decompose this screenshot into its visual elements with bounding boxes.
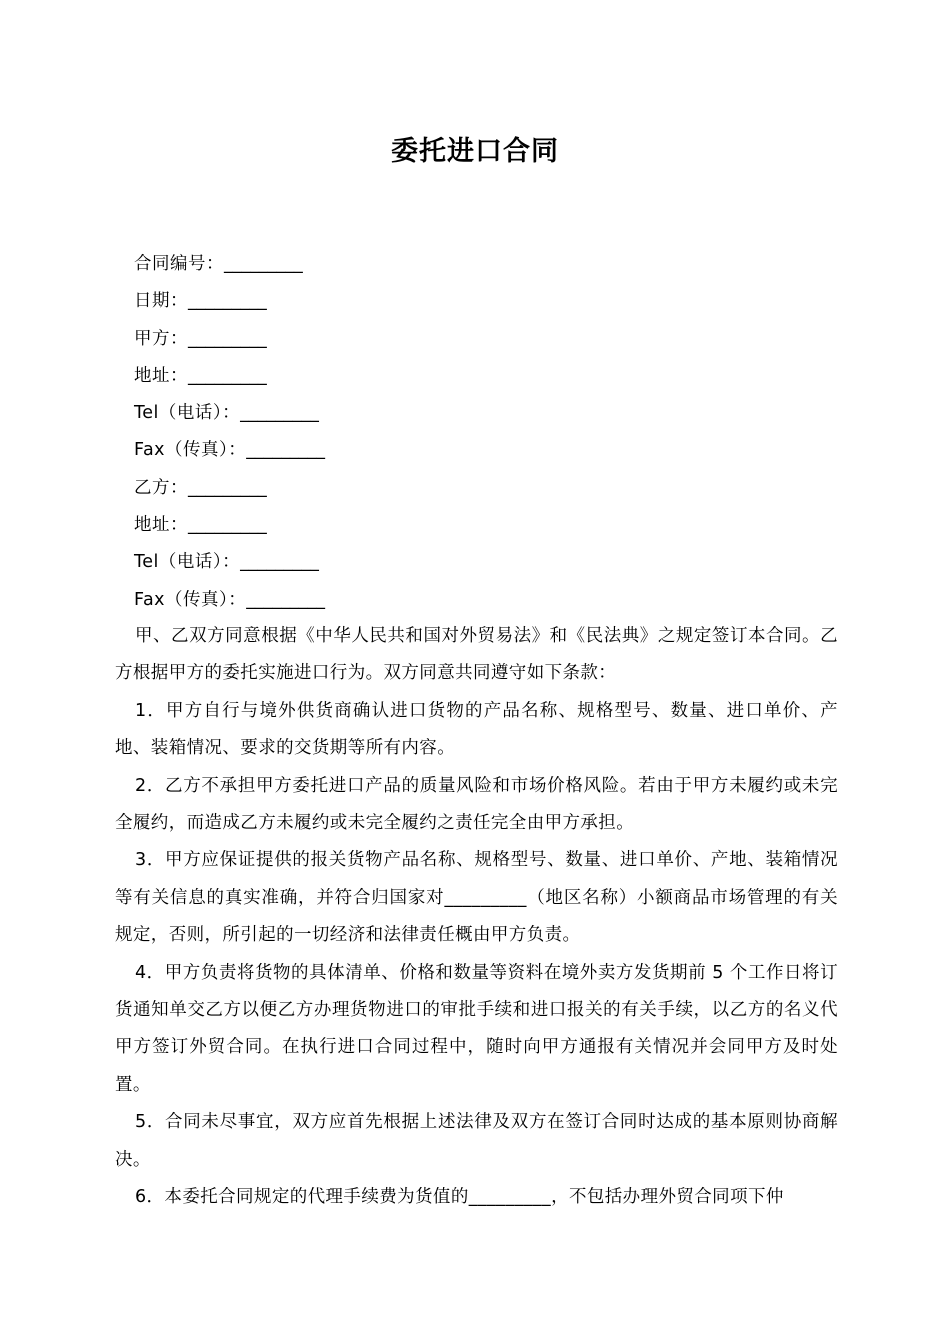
field-party-b-fax — [134, 582, 834, 619]
clause-2: 2．乙方不承担甲方委托进口产品的质量风险和市场价格风险。若由于甲方未履约或未完全履约，而造成乙方未履约或未完全履约之责任完全由甲方承担。 — [115, 775, 838, 834]
field-blank: _________ — [224, 254, 303, 274]
contract-body — [115, 618, 838, 1217]
field-blank: _________ — [246, 440, 326, 461]
field-label: Tel（电话）： — [134, 403, 241, 424]
preamble-paragraph: 甲、乙双方同意根据《中华人民共和国对外贸易法》和《民法典》之规定签订本合同。乙方根据甲方的委托实施进口行为。双方同意共同遵守如下条款： — [115, 626, 838, 684]
contract-header-fields — [134, 246, 834, 619]
field-party-b — [134, 470, 834, 507]
field-party-b-address — [134, 507, 834, 544]
field-party-a-tel — [134, 395, 834, 432]
field-label: 地址： — [134, 365, 188, 386]
field-label: 乙方： — [134, 477, 188, 498]
document-title: 委托进口合同 — [391, 136, 559, 167]
field-label: 日期： — [134, 291, 188, 312]
field-label: 地址： — [134, 515, 188, 536]
field-party-a-fax — [134, 432, 834, 469]
field-party-b-tel — [134, 544, 834, 581]
field-blank: _________ — [240, 552, 319, 573]
field-label: 甲方： — [134, 328, 188, 349]
field-blank: _________ — [188, 477, 267, 498]
field-label: Fax（传真）： — [134, 589, 247, 610]
field-blank: _________ — [240, 403, 319, 424]
clause-3: 3．甲方应保证提供的报关货物产品名称、规格型号、数量、进口单价、产地、装箱情况等有关信息的真实准确，并符合归国家对_________（地区名称）小额商品市场管理的有关规定，否则，所引起的一切经济和法律责任概由甲方负责。 — [115, 850, 838, 946]
field-blank: _________ — [188, 328, 267, 349]
field-blank: _________ — [246, 589, 326, 610]
field-label: 合同编号： — [134, 254, 224, 274]
field-blank: _________ — [188, 515, 267, 536]
clause-1: 1．甲方自行与境外供货商确认进口货物的产品名称、规格型号、数量、进口单价、产地、装箱情况、要求的交货期等所有内容。 — [115, 700, 838, 759]
clause-6: 6．本委托合同规定的代理手续费为货值的_________，不包括办理外贸合同项下仲 — [135, 1187, 784, 1208]
field-date — [134, 283, 834, 320]
field-label: Tel（电话）： — [134, 552, 241, 573]
clause-4: 4．甲方负责将货物的具体清单、价格和数量等资料在境外卖方发货期前 5 个工作日将订货通知单交乙方以便乙方办理货物进口的审批手续和进口报关的有关手续，以乙方的名义代甲方签订外贸合同。在执行进口合同过程中，随时向甲方通报有关情况并会同甲方及时处置。 — [115, 962, 838, 1095]
field-label: Fax（传真）： — [134, 440, 247, 461]
clause-5: 5．合同未尽事宜，双方应首先根据上述法律及双方在签订合同时达成的基本原则协商解决。 — [115, 1112, 838, 1170]
field-contract-number — [134, 246, 834, 283]
field-party-a-address — [134, 358, 834, 395]
field-blank: _________ — [188, 291, 267, 312]
field-blank: _________ — [188, 365, 267, 386]
field-party-a — [134, 321, 834, 358]
